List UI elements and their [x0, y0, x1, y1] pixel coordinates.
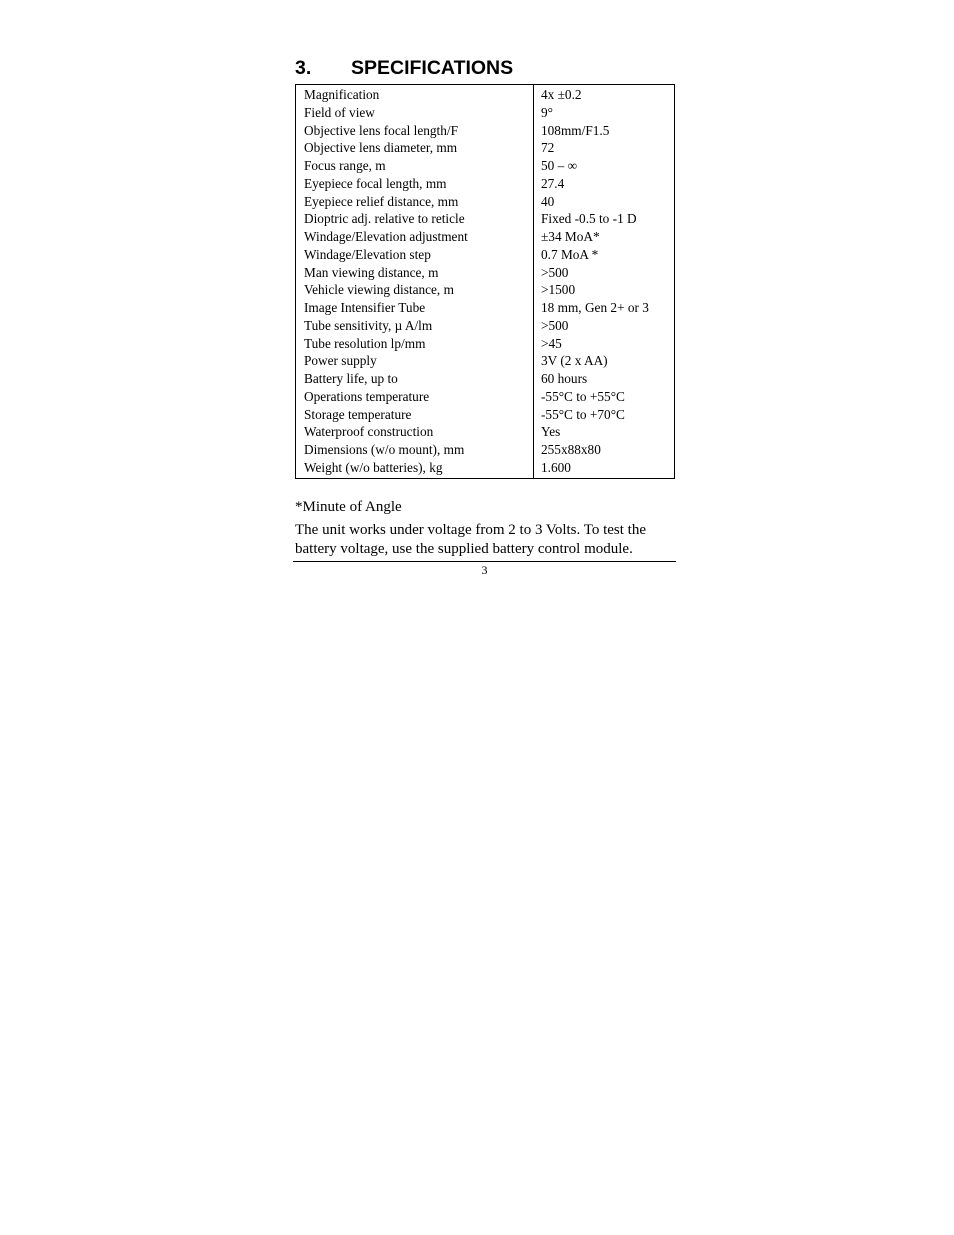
page-number: 3	[481, 563, 488, 577]
spec-value: >500	[541, 317, 569, 333]
section-heading	[295, 56, 513, 80]
table-row	[296, 264, 675, 282]
spec-value: 3V (2 x AA)	[541, 353, 608, 369]
table-row	[296, 388, 675, 406]
spec-value: >45	[541, 335, 562, 351]
table-row	[296, 122, 675, 140]
spec-parameter: Windage/Elevation step	[296, 246, 534, 264]
spec-parameter: Tube resolution lp/mm	[296, 335, 534, 353]
table-row	[296, 104, 675, 122]
table-row	[296, 210, 675, 228]
spec-value: 18 mm, Gen 2+ or 3	[541, 300, 649, 315]
section-title: SPECIFICATIONS	[351, 57, 514, 79]
table-row	[296, 406, 675, 424]
table-row	[296, 317, 675, 335]
spec-parameter: Objective lens focal length/F	[296, 122, 534, 140]
spec-parameter: Operations temperature	[296, 388, 534, 406]
spec-parameter: Windage/Elevation adjustment	[296, 228, 534, 246]
spec-value: 27.4	[541, 175, 565, 191]
spec-value: >1500	[541, 282, 576, 298]
spec-parameter: Storage temperature	[296, 406, 534, 424]
spec-value: 4x ±0.2	[541, 87, 582, 102]
spec-value: Yes	[541, 424, 561, 440]
spec-parameter: Focus range, m	[296, 157, 534, 175]
spec-parameter: Weight (w/o batteries), kg	[296, 459, 534, 478]
spec-value: Fixed -0.5 to -1 D	[541, 211, 637, 227]
table-row	[296, 281, 675, 299]
spec-value: >500	[541, 264, 569, 280]
table-row	[296, 441, 675, 459]
table-row	[296, 85, 675, 104]
section-number: 3.	[295, 57, 312, 79]
spec-parameter: Eyepiece relief distance, mm	[296, 193, 534, 211]
spec-parameter: Field of view	[296, 104, 534, 122]
table-row	[296, 459, 675, 478]
table-row	[296, 370, 675, 388]
spec-parameter: Battery life, up to	[296, 370, 534, 388]
spec-value: 0.7 MoA *	[541, 246, 599, 262]
spec-value: 255x88x80	[541, 442, 601, 457]
spec-value: 72	[541, 140, 555, 156]
spec-value: 1.600	[541, 459, 571, 475]
table-row	[296, 352, 675, 370]
footnote: *Minute of Angle	[295, 499, 402, 515]
table-row	[296, 157, 675, 175]
spec-parameter: Magnification	[296, 85, 534, 104]
table-row	[296, 246, 675, 264]
table-row	[296, 228, 675, 246]
spec-parameter: Image Intensifier Tube	[296, 299, 534, 317]
spec-value: -55°C to +70°C	[541, 406, 625, 422]
spec-parameter: Eyepiece focal length, mm	[296, 175, 534, 193]
spec-parameter: Dioptric adj. relative to reticle	[296, 210, 534, 228]
table-row	[296, 139, 675, 157]
table-row	[296, 193, 675, 211]
spec-value: ±34 MoA*	[541, 229, 600, 244]
spec-value: 9°	[541, 104, 553, 120]
specifications-table	[295, 84, 675, 479]
spec-parameter: Tube sensitivity, µ A/lm	[296, 317, 534, 335]
footer-divider	[293, 561, 676, 562]
spec-value: 40	[541, 193, 555, 209]
spec-parameter: Objective lens diameter, mm	[296, 139, 534, 157]
table-row	[296, 299, 675, 317]
spec-parameter: Dimensions (w/o mount), mm	[296, 441, 534, 459]
spec-parameter: Vehicle viewing distance, m	[296, 281, 534, 299]
spec-parameter: Waterproof construction	[296, 423, 534, 441]
spec-value: 60 hours	[541, 371, 588, 386]
spec-value: 50 – ∞	[541, 158, 578, 173]
table-row	[296, 335, 675, 353]
spec-value: -55°C to +55°C	[541, 388, 625, 404]
body-paragraph: The unit works under voltage from 2 to 3 Volts. To test the battery voltage, use the supplied battery control module.	[295, 522, 646, 557]
spec-parameter: Man viewing distance, m	[296, 264, 534, 282]
spec-parameter: Power supply	[296, 352, 534, 370]
table-row	[296, 175, 675, 193]
table-row	[296, 423, 675, 441]
spec-value: 108mm/F1.5	[541, 122, 610, 138]
